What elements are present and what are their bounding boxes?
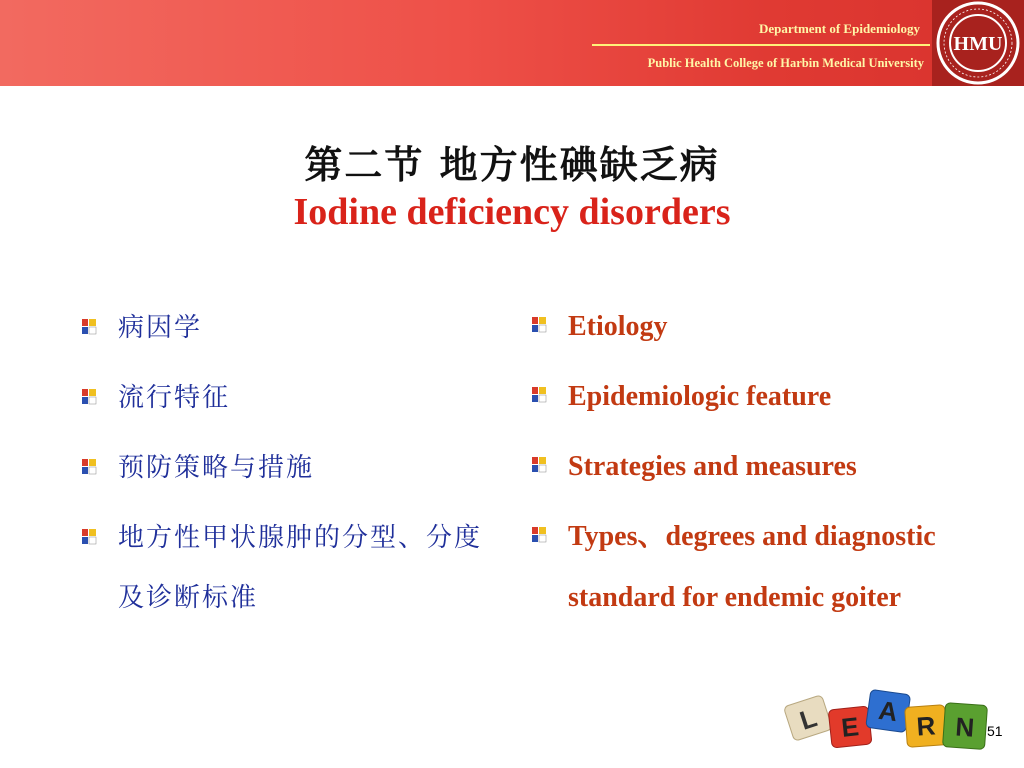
item-text: Types、degrees and diagnostic standard for endemic goiter bbox=[568, 521, 936, 613]
list-item bbox=[80, 438, 500, 498]
puzzle-letter-e: E bbox=[839, 711, 861, 743]
bullet-icon bbox=[80, 458, 98, 476]
list-item bbox=[530, 436, 1000, 497]
list-item bbox=[80, 298, 500, 358]
item-text: 病因学 bbox=[118, 313, 203, 343]
puzzle-letter-n: N bbox=[954, 711, 976, 743]
bullet-icon bbox=[530, 386, 548, 404]
university-logo bbox=[932, 0, 1024, 86]
list-item bbox=[530, 296, 1000, 357]
learn-puzzle-icon bbox=[780, 686, 1000, 762]
item-text: Epidemiologic feature bbox=[568, 381, 832, 412]
puzzle-letter-r: R bbox=[915, 710, 937, 742]
title-chinese: 第二节 地方性碘缺乏病 bbox=[304, 143, 720, 187]
header-divider bbox=[592, 44, 930, 46]
list-item bbox=[530, 506, 948, 628]
bullet-icon bbox=[80, 388, 98, 406]
item-text: Etiology bbox=[568, 311, 668, 342]
list-item bbox=[80, 368, 500, 428]
bullet-icon bbox=[530, 526, 548, 544]
bullet-icon bbox=[530, 456, 548, 474]
puzzle-letter-l: L bbox=[796, 702, 821, 736]
item-text: 流行特征 bbox=[118, 383, 231, 413]
item-text: 预防策略与措施 bbox=[118, 453, 315, 483]
college-label: Public Health College of Harbin Medical University bbox=[647, 56, 924, 70]
left-bullet-list bbox=[80, 298, 500, 638]
bullet-icon bbox=[80, 528, 98, 546]
bullet-icon bbox=[80, 318, 98, 336]
bullet-icon bbox=[530, 316, 548, 334]
puzzle-letter-a: A bbox=[876, 694, 900, 728]
list-item bbox=[530, 366, 1000, 427]
header-banner bbox=[0, 0, 1024, 86]
logo-text: HMU bbox=[953, 33, 1003, 55]
item-text: 地方性甲状腺肿的分型、分度及诊断标准 bbox=[118, 523, 483, 613]
department-label: Department of Epidemiology bbox=[758, 21, 920, 36]
page-number: 51 bbox=[987, 723, 1003, 739]
list-item bbox=[80, 508, 488, 628]
item-text: Strategies and measures bbox=[568, 451, 857, 482]
title-english: Iodine deficiency disorders bbox=[293, 191, 731, 233]
hmu-seal-icon bbox=[935, 0, 1021, 86]
right-bullet-list bbox=[530, 296, 1000, 637]
